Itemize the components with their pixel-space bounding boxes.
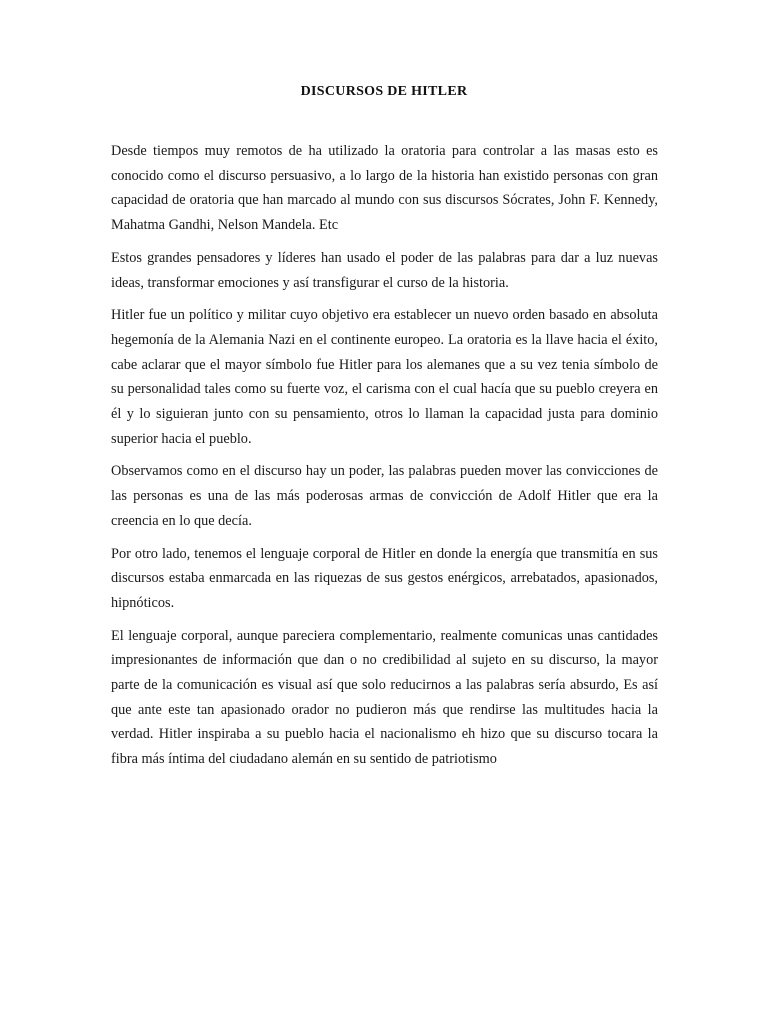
document-body (111, 139, 658, 780)
paragraph-2: Estos grandes pensadores y líderes han usado el poder de las palabras para dar a luz nuevas ideas, transformar emociones y así transfigurar el curso de la historia. (111, 249, 658, 291)
paragraph-4: Observamos como en el discurso hay un poder, las palabras pueden mover las convicciones de las personas es una de las más poderosas armas de convicción de Adolf Hitler que era la creencia en lo que decía. (111, 463, 658, 529)
paragraph-6: El lenguaje corporal, aunque pareciera complementario, realmente comunicas unas cantidades impresionantes de información que dan o no credibilidad al sujeto en su discurso, la mayor parte de la comunicación es visual así que solo reducirnos a las palabras sería absurdo, Es así que ante este tan apasionado orador no pudieron más que rendirse las multitudes hacia la verdad. Hitler inspiraba a su pueblo hacia el nacionalismo eh hizo que su discurso tocara la fibra más íntima del ciudadano alemán en su sentido de patriotismo (111, 627, 658, 768)
paragraph-5: Por otro lado, tenemos el lenguaje corporal de Hitler en donde la energía que transmitía en sus discursos estaba enmarcada en las riquezas de sus gestos enérgicos, arrebatados, apasionados, hipnóticos. (111, 545, 658, 611)
paragraph-3: Hitler fue un político y militar cuyo objetivo era establecer un nuevo orden basado en absoluta hegemonía de la Alemania Nazi en el continente europeo. La oratoria es la llave hacia el éxito, cabe aclarar que el mayor símbolo fue Hitler para los alemanes que a su vez tenia símbolo de su personalidad tales como su fuerte voz, el carisma con el cual hacía que su pueblo creyera en él y lo siguieran junto con su pensamiento, otros lo llaman la capacidad justa para dominio superior hacia el pueblo. (111, 307, 658, 447)
paragraph-1: Desde tiempos muy remotos de ha utilizado la oratoria para controlar a las masas esto es conocido como el discurso persuasivo, a lo largo de la historia han existido personas con gran capacidad de oratoria que han marcado al mundo con sus discursos Sócrates, John F. Kennedy, Mahatma Gandhi, Nelson Mandela. Etc (111, 143, 658, 234)
document-title: DISCURSOS DE HITLER (300, 84, 468, 99)
